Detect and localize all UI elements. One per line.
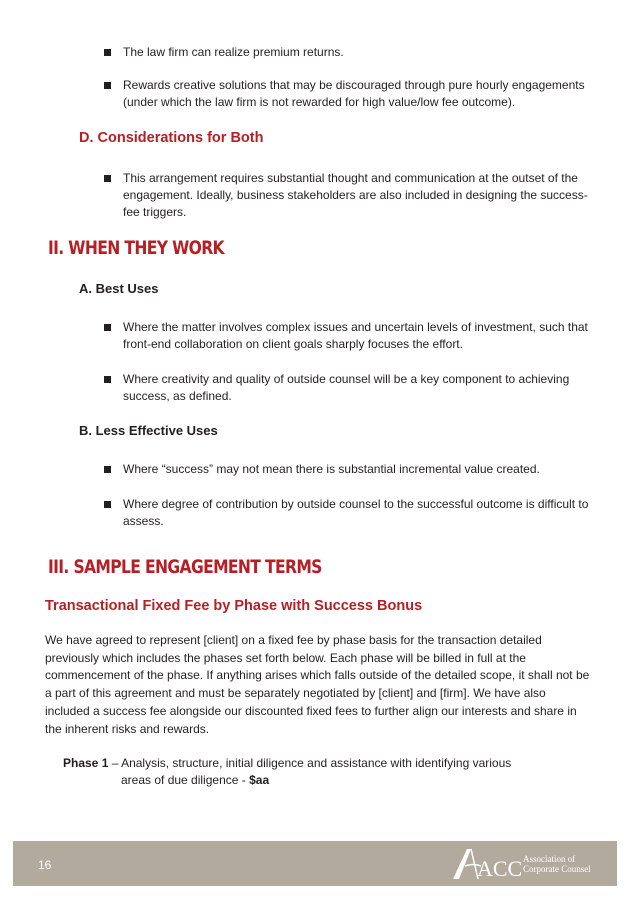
page-number: 16 bbox=[38, 858, 52, 872]
bullet-item: Where degree of contribution by outside counsel to the successful outcome is difficult to assess. bbox=[123, 496, 593, 530]
section-iii-heading: III. SAMPLE ENGAGEMENT TERMS bbox=[48, 556, 322, 578]
phase-1-entry bbox=[63, 755, 563, 789]
bullet-item: The law firm can realize premium returns. bbox=[123, 44, 593, 61]
phase-dash: – bbox=[108, 756, 122, 770]
phase-description-line1: Analysis, structure, initial diligence and assistance with identifying various bbox=[121, 756, 512, 770]
bullet-item: Where “success” may not mean there is substantial incremental value created. bbox=[123, 461, 593, 478]
bullet-item: Where creativity and quality of outside counsel will be a key component to achieving success, as defined. bbox=[123, 371, 593, 405]
section-d-heading: D. Considerations for Both bbox=[79, 130, 264, 146]
bullet-item: Rewards creative solutions that may be discouraged through pure hourly engagements (under which the law firm is not rewarded for high value/low fee outcome). bbox=[123, 77, 593, 111]
phase-description-line2: areas of due diligence - bbox=[121, 773, 250, 787]
less-effective-heading: B. Less Effective Uses bbox=[79, 423, 218, 438]
section-iii-subheading: Transactional Fixed Fee by Phase with Success Bonus bbox=[45, 598, 423, 614]
acc-logo-mark-icon bbox=[451, 846, 521, 882]
logo-line1: Association of bbox=[523, 854, 576, 864]
acc-logo bbox=[451, 846, 611, 882]
logo-text bbox=[523, 854, 591, 874]
phase-description-line2-wrap bbox=[63, 772, 563, 789]
section-ii-heading: II. WHEN THEY WORK bbox=[48, 237, 224, 259]
page-footer bbox=[13, 841, 617, 886]
logo-mark-text: ACC bbox=[477, 856, 521, 881]
bullet-item: This arrangement requires substantial thought and communication at the outset of the engagement. Ideally, business stakeholders are also included in designing the success-fee triggers. bbox=[123, 170, 593, 221]
logo-line2: Corporate Counsel bbox=[523, 864, 591, 874]
phase-label: Phase 1 bbox=[63, 756, 109, 770]
phase-fee: $aa bbox=[249, 773, 270, 787]
best-uses-heading: A. Best Uses bbox=[79, 281, 159, 296]
engagement-paragraph: We have agreed to represent [client] on a fixed fee by phase basis for the transaction detailed previously which includes the phases set forth below. Each phase will be billed in full at the commencement of the phase. If anything arises which falls outside of the detailed scope, it shall not be a part of this agreement and must be separately negotiated by [client] and [firm]. We have also included a success fee alongside our discounted fixed fees to further align our interests and share in the inherent risks and rewards. bbox=[45, 633, 590, 736]
bullet-item: Where the matter involves complex issues and uncertain levels of investment, such that front-end collaboration on client goals sharply focuses the effort. bbox=[123, 319, 593, 353]
